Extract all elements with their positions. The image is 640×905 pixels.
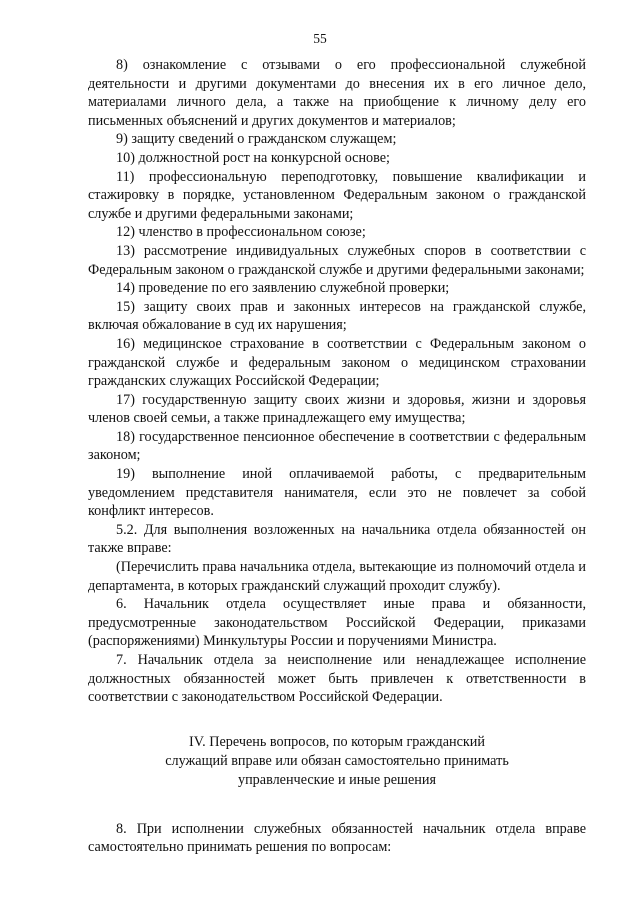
paragraph-right-12: 12) членство в профессиональном союзе; xyxy=(116,224,366,241)
paragraph-right-10: 10) должностной рост на конкурсной основе; xyxy=(116,149,390,166)
paragraph-right-17: 17) государственную защиту своих жизни и здоровья, жизни и здоровья членов своей семьи, а также принадлежащего ему имущества; xyxy=(88,391,586,427)
paragraph-6: 6. Начальник отдела осуществляет иные права и обязанности, предусмотренные законодательством Российской Федерации, приказами (распоряжениями) Минкультуры России и поручениями Министра. xyxy=(88,596,586,650)
paragraph-right-15: 15) защиту своих прав и законных интересов на гражданской службе, включая обжалование в суд их нарушения; xyxy=(88,298,586,334)
paragraph-right-19: 19) выполнение иной оплачиваемой работы, с предварительным уведомлением представителя нанимателя, если это не повлечет за собой конфликт интересов. xyxy=(88,466,586,520)
paragraph-7: 7. Начальник отдела за неисполнение или ненадлежащее исполнение должностных обязанностей может быть привлечен к ответственности в соответствии с законодательством Российской Федерации. xyxy=(88,652,586,706)
section-heading-line-3: управленческие и иные решения xyxy=(238,771,436,788)
page-number: 55 xyxy=(313,31,327,46)
paragraph-8: 8. При исполнении служебных обязанностей начальник отдела вправе самостоятельно принимать решения по вопросам: xyxy=(88,820,586,856)
paragraph-right-13: 13) рассмотрение индивидуальных служебных споров в соответствии с Федеральным законом о гражданской службе и другими федеральными законами; xyxy=(88,242,586,278)
paragraph-rights-note: (Перечислить права начальника отдела, вытекающие из полномочий отдела и департамента, в которых гражданский служащий проходит службу). xyxy=(88,559,586,594)
paragraph-right-11: 11) профессиональную переподготовку, повышение квалификации и стажировку в порядке, установленном Федеральным законом о гражданской службе и другими федеральными законами; xyxy=(88,168,586,222)
paragraph-right-9: 9) защиту сведений о гражданском служащем; xyxy=(116,131,397,148)
section-heading-line-1: IV. Перечень вопросов, по которым гражданский xyxy=(189,733,485,750)
paragraph-right-8: 8) ознакомление с отзывами о его профессиональной служебной деятельности и другими документами до внесения их в его личное дело, материалами личного дела, а также на приобщение к личному делу его письменных объяснений и других документов и материалов; xyxy=(88,57,586,129)
paragraph-right-16: 16) медицинское страхование в соответствии с Федеральным законом о гражданской службе и федеральным законом о медицинском страховании гражданских служащих Российской Федерации; xyxy=(88,335,586,390)
section-heading-iv xyxy=(88,733,586,790)
document-body xyxy=(88,56,586,857)
section-heading-line-2: служащий вправе или обязан самостоятельно принимать xyxy=(165,752,509,769)
paragraph-right-18: 18) государственное пенсионное обеспечение в соответствии с федеральным законом; xyxy=(88,428,586,464)
paragraph-right-14: 14) проведение по его заявлению служебной проверки; xyxy=(116,280,450,297)
paragraph-5-2: 5.2. Для выполнения возложенных на начальника отдела обязанностей он также вправе: xyxy=(88,521,586,557)
